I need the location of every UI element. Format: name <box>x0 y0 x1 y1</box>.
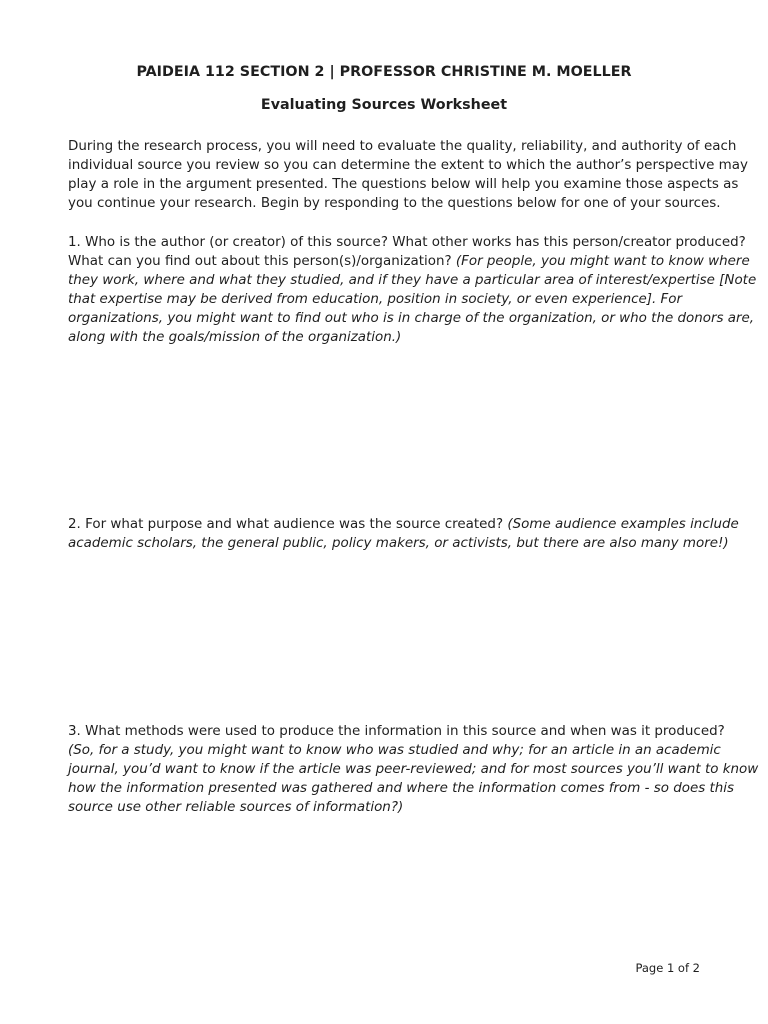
question-3-hint-line: how the information presented was gathered and where the information comes from - so does this <box>68 781 735 796</box>
intro-paragraph <box>68 137 748 213</box>
question-3-line: 3. What methods were used to produce the information in this source and when was it produced? <box>68 724 725 739</box>
question-1-hint-line: along with the goals/mission of the organization.) <box>68 330 402 345</box>
question-1-hint: (For people, you might want to know where <box>455 254 750 269</box>
question-1-line: 1. Who is the author (or creator) of this source? What other works has this person/creator produced? <box>68 235 746 250</box>
intro-line: During the research process, you will need to evaluate the quality, reliability, and authority of each <box>68 139 737 154</box>
question-1 <box>68 233 757 347</box>
intro-line: play a role in the argument presented. The questions below will help you examine those aspects as <box>68 177 739 192</box>
question-2-hint-line: academic scholars, the general public, policy makers, or activists, but there are also many more!) <box>68 536 729 551</box>
question-1-hint-line: organizations, you might want to find out who is in charge of the organization, or who the donors are, <box>68 311 755 326</box>
question-3-hint-line: source use other reliable sources of information?) <box>68 800 404 815</box>
question-3-hint-line: journal, you’d want to know if the article was peer-reviewed; and for most sources you’ll want to know <box>68 762 759 777</box>
question-2 <box>68 515 739 553</box>
question-1-text: What can you find out about this person(s)/organization? <box>68 254 456 269</box>
worksheet-title: Evaluating Sources Worksheet <box>260 97 508 113</box>
question-1-line <box>68 252 750 271</box>
question-2-text: 2. For what purpose and what audience was the source created? <box>68 517 508 532</box>
question-1-hint-line: that expertise may be derived from education, position in society, or even experience]. For <box>68 292 683 307</box>
question-3-hint-line: (So, for a study, you might want to know who was studied and why; for an article in an academic <box>68 743 721 758</box>
page-number: Page 1 of 2 <box>635 961 700 975</box>
course-header: PAIDEIA 112 SECTION 2 | PROFESSOR CHRISTINE M. MOELLER <box>136 64 632 80</box>
intro-line: you continue your research. Begin by responding to the questions below for one of your sources. <box>68 196 721 211</box>
question-1-hint-line: they work, where and what they studied, and if they have a particular area of interest/expertise [Note <box>68 273 757 288</box>
question-3 <box>68 722 759 817</box>
intro-line: individual source you review so you can determine the extent to which the author’s perspective may <box>68 158 748 173</box>
question-2-line <box>68 515 739 534</box>
question-2-hint: (Some audience examples include <box>507 517 739 532</box>
